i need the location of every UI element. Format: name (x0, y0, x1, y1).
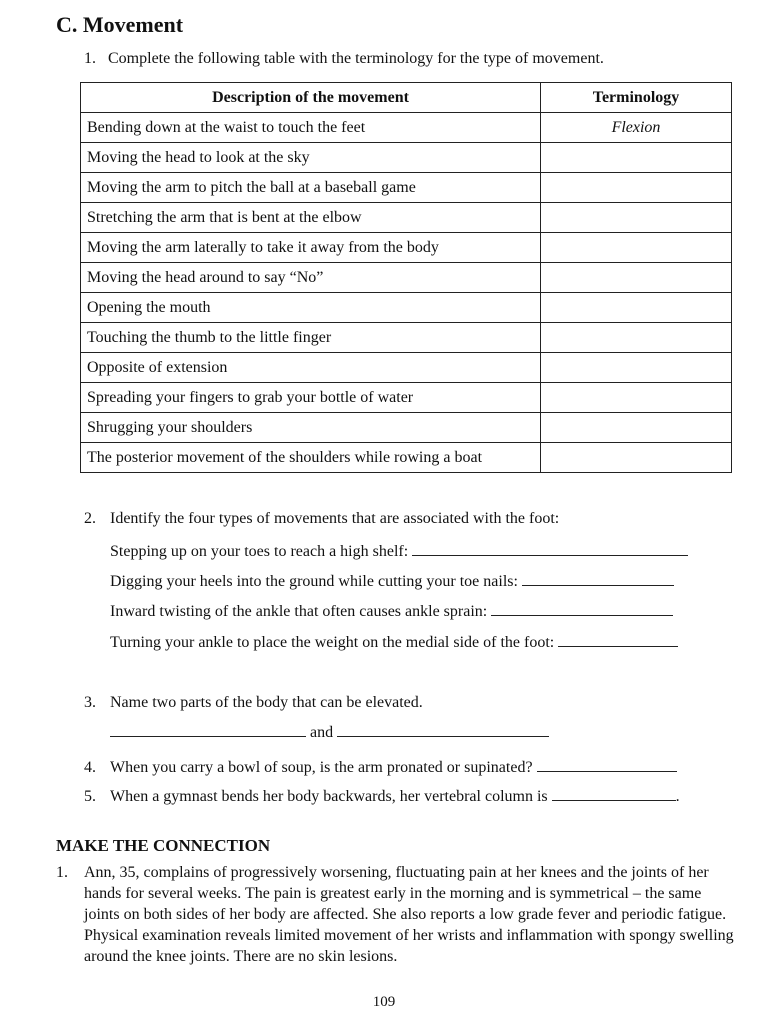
answer-blank[interactable] (522, 571, 674, 586)
foot-item (110, 541, 688, 561)
question-prompt: Complete the following table with the terminology for the type of movement. (108, 50, 604, 67)
table-header-row (81, 83, 732, 113)
table-row (81, 293, 732, 323)
answer-blank[interactable] (337, 722, 549, 737)
table-row (81, 383, 732, 413)
case-text: Ann, 35, complains of progressively worsening, fluctuating pain at her knees and the joints of her hands for several weeks. The pain is greatest early in the morning and is symmetrical – the same joints on both sides of her body are affected. She also reports a low grade fever and periodic fatigue. Physical examination reveals limited movement of her wrists and inflammation with spongy swelling around the knee joints. There are no skin lesions. (84, 864, 734, 965)
answer-blank[interactable] (110, 722, 306, 737)
answer-blank[interactable] (552, 786, 676, 801)
question-prompt: Identify the four types of movements that are associated with the foot: (110, 510, 560, 527)
row-description: Opposite of extension (81, 353, 541, 383)
row-terminology[interactable] (541, 383, 732, 413)
foot-item (110, 571, 674, 591)
row-description: Moving the arm laterally to take it away from the body (81, 233, 541, 263)
answer-blank[interactable] (491, 601, 673, 616)
row-description: The posterior movement of the shoulders while rowing a boat (81, 443, 541, 473)
question-prompt: Name two parts of the body that can be elevated. (110, 694, 423, 711)
question-5 (84, 786, 680, 806)
table-row (81, 353, 732, 383)
row-terminology[interactable] (541, 143, 732, 173)
row-terminology[interactable] (541, 233, 732, 263)
question-4 (84, 757, 677, 777)
row-description: Shrugging your shoulders (81, 413, 541, 443)
question-3 (84, 694, 423, 712)
terminology-header: Terminology (541, 83, 732, 113)
question-number: 1. (84, 50, 96, 67)
and-label: and (310, 724, 334, 741)
question-2 (84, 510, 559, 528)
row-terminology[interactable] (541, 263, 732, 293)
question-number: 2. (84, 510, 96, 527)
row-description: Bending down at the waist to touch the feet (81, 113, 541, 143)
table-row (81, 173, 732, 203)
foot-item (110, 632, 678, 652)
question-prompt: When a gymnast bends her body backwards, her vertebral column is (110, 788, 548, 805)
row-description: Moving the head around to say “No” (81, 263, 541, 293)
row-terminology[interactable] (541, 413, 732, 443)
case-study (56, 862, 736, 967)
question-number: 4. (84, 759, 96, 776)
row-description: Opening the mouth (81, 293, 541, 323)
foot-item-label: Stepping up on your toes to reach a high shelf: (110, 543, 409, 560)
table-row (81, 413, 732, 443)
answer-blank[interactable] (412, 541, 688, 556)
description-header: Description of the movement (81, 83, 541, 113)
case-number: 1. (56, 864, 68, 881)
answer-blank[interactable] (558, 632, 678, 647)
row-terminology[interactable] (541, 443, 732, 473)
connection-title: MAKE THE CONNECTION (56, 836, 271, 855)
foot-item (110, 601, 673, 621)
row-description: Stretching the arm that is bent at the elbow (81, 203, 541, 233)
end-period: . (675, 788, 680, 805)
movement-table (80, 82, 732, 473)
table-row (81, 263, 732, 293)
page-number: 109 (372, 994, 396, 1010)
table-row (81, 443, 732, 473)
foot-item-label: Digging your heels into the ground while cutting your toe nails: (110, 573, 518, 590)
answer-blank[interactable] (537, 757, 677, 772)
elevated-answers (110, 722, 549, 742)
row-terminology[interactable] (541, 353, 732, 383)
row-terminology[interactable]: Flexion (541, 113, 732, 143)
question-number: 3. (84, 694, 96, 711)
table-row (81, 323, 732, 353)
row-description: Moving the head to look at the sky (81, 143, 541, 173)
row-terminology[interactable] (541, 293, 732, 323)
question-1 (84, 50, 604, 68)
question-prompt: When you carry a bowl of soup, is the arm pronated or supinated? (110, 759, 533, 776)
row-description: Moving the arm to pitch the ball at a baseball game (81, 173, 541, 203)
table-row (81, 233, 732, 263)
table-row (81, 143, 732, 173)
table-row (81, 203, 732, 233)
row-description: Spreading your fingers to grab your bottle of water (81, 383, 541, 413)
row-terminology[interactable] (541, 203, 732, 233)
row-description: Touching the thumb to the little finger (81, 323, 541, 353)
foot-item-label: Turning your ankle to place the weight on the medial side of the foot: (110, 634, 555, 651)
row-terminology[interactable] (541, 173, 732, 203)
row-terminology[interactable] (541, 323, 732, 353)
table-row (81, 113, 732, 143)
question-number: 5. (84, 788, 96, 805)
section-title: C. Movement (56, 12, 184, 37)
foot-item-label: Inward twisting of the ankle that often causes ankle sprain: (110, 603, 488, 620)
